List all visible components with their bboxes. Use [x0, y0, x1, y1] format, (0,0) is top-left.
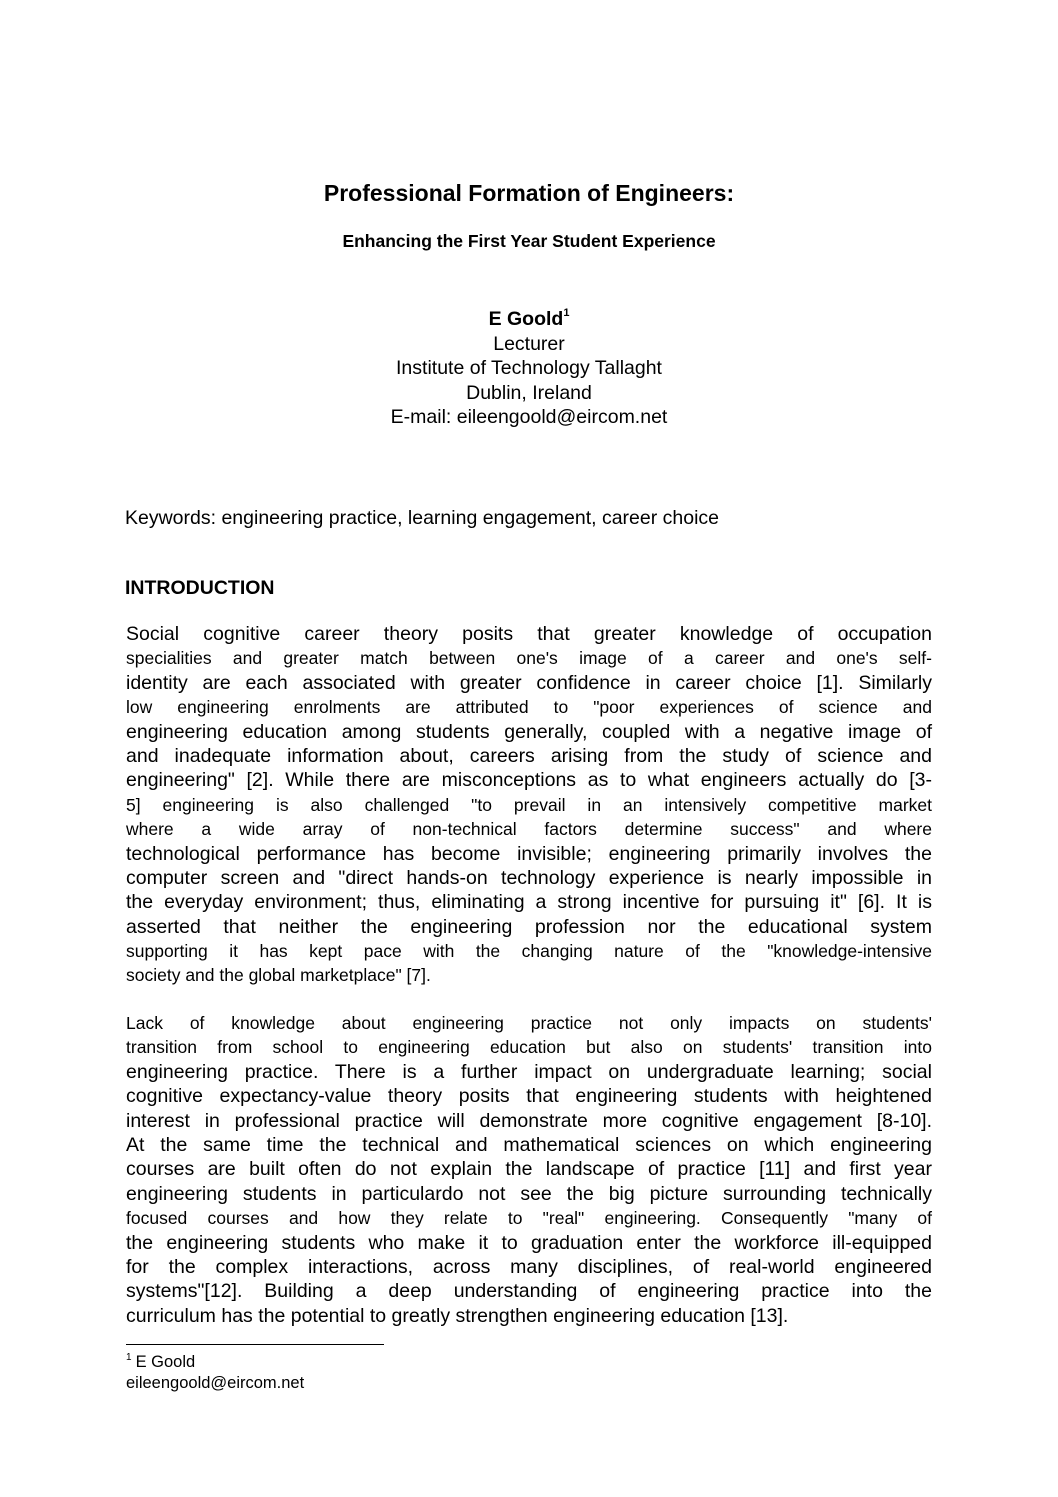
paragraph-line: society and the global marketplace" [7]. — [126, 965, 431, 986]
paragraph-line: systems"[12]. Building a deep understanding of engineering practice into the — [126, 1280, 932, 1303]
paragraph-line: engineering students in particulardo not see the big picture surrounding technically — [126, 1182, 932, 1205]
author-block — [0, 307, 1058, 430]
footnote — [126, 1352, 304, 1394]
author-email: E-mail: eileengoold@eircom.net — [390, 406, 668, 428]
paragraph-line: where a wide array of non-technical factors determine success" and where — [126, 819, 932, 840]
paragraph-line: Lack of knowledge about engineering practice not only impacts on students' — [126, 1013, 932, 1033]
paragraph-line: and inadequate information about, careers arising from the study of science and — [126, 744, 932, 767]
paragraph-line: for the complex interactions, across many disciplines, of real-world engineered — [126, 1255, 932, 1278]
paragraph-line: interest in professional practice will demonstrate more cognitive engagement [8-10]. — [126, 1109, 932, 1132]
paragraph-line: engineering practice. There is a further impact on undergraduate learning; social — [126, 1060, 932, 1083]
paper-title: Professional Formation of Engineers: — [323, 180, 735, 206]
footnote-email: eileengoold@eircom.net — [126, 1374, 305, 1392]
author-location: Dublin, Ireland — [466, 381, 592, 404]
paragraph-line: asserted that neither the engineering profession nor the educational system — [126, 915, 932, 938]
footnote-marker: 1 — [126, 1352, 132, 1363]
introduction-paragraph-2 — [126, 1011, 932, 1328]
paragraph-line: supporting it has kept pace with the changing nature of the "knowledge-intensive — [126, 941, 932, 962]
paragraph-line: computer screen and "direct hands-on technology experience is nearly impossible in — [126, 866, 932, 889]
author-footnote-marker: 1 — [563, 307, 570, 319]
section-heading-introduction: INTRODUCTION — [125, 577, 275, 599]
author-role: Lecturer — [493, 332, 565, 355]
keywords-line: Keywords: engineering practice, learning engagement, career choice — [125, 507, 720, 529]
paragraph-line: Social cognitive career theory posits that greater knowledge of occupation — [126, 623, 932, 645]
paper-subtitle: Enhancing the First Year Student Experience — [342, 231, 716, 251]
paragraph-line: the everyday environment; thus, eliminating a strong incentive for pursuing it" [6]. It is — [126, 891, 932, 914]
paragraph-line: curriculum has the potential to greatly strengthen engineering education [13]. — [126, 1304, 789, 1327]
paragraph-line: identity are each associated with greater confidence in career choice [1]. Similarly — [126, 671, 932, 694]
paragraph-line: specialities and greater match between one's image of a career and one's self- — [126, 648, 932, 669]
paragraph-line: transition from school to engineering education but also on students' transition into — [126, 1037, 932, 1058]
author-name: E Goold — [488, 308, 564, 330]
footnote-divider — [126, 1344, 384, 1345]
paragraph-line: focused courses and how they relate to "real" engineering. Consequently "many of — [126, 1208, 932, 1229]
paragraph-line: low engineering enrolments are attributed to "poor experiences of science and — [126, 697, 932, 718]
footnote-name-line — [126, 1352, 304, 1373]
paragraph-line: cognitive expectancy-value theory posits that engineering students with heightened — [126, 1085, 932, 1108]
author-institution: Institute of Technology Tallaght — [396, 357, 662, 379]
paragraph-line: engineering" [2]. While there are misconceptions as to what engineers actually do [3- — [126, 769, 932, 792]
paragraph-line: the engineering students who make it to graduation enter the workforce ill-equipped — [126, 1231, 932, 1254]
paragraph-line: courses are built often do not explain the landscape of practice [11] and first year — [126, 1158, 932, 1181]
introduction-paragraph-1 — [126, 622, 932, 988]
footnote-name: E Goold — [135, 1353, 196, 1371]
paragraph-line: 5] engineering is also challenged "to prevail in an intensively competitive market — [126, 794, 932, 815]
paragraph-line: engineering education among students generally, coupled with a negative image of — [126, 720, 932, 743]
paragraph-line: technological performance has become invisible; engineering primarily involves the — [126, 842, 932, 865]
paragraph-line: At the same time the technical and mathematical sciences on which engineering — [126, 1133, 932, 1156]
author-name-line — [0, 307, 1058, 332]
